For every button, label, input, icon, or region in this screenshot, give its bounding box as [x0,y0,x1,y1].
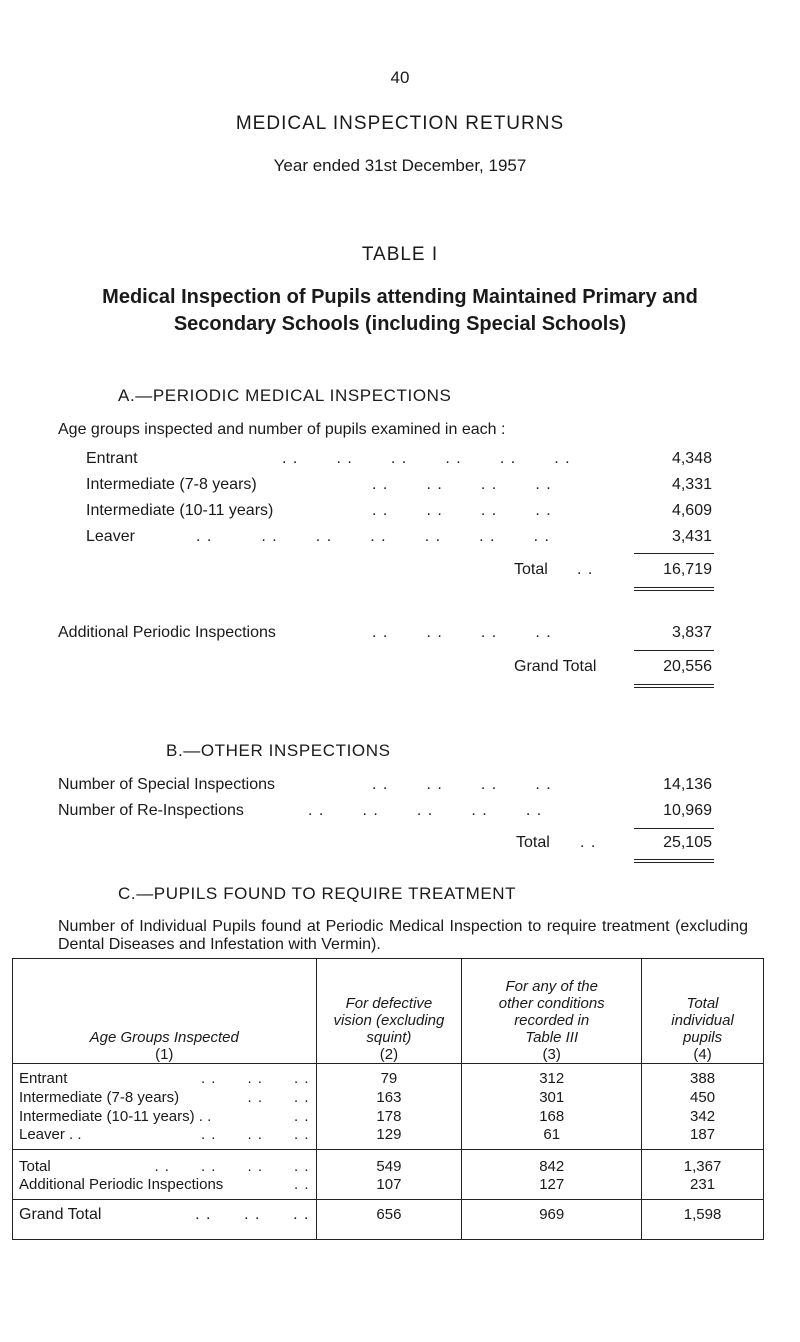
table-row [13,1064,764,1088]
cell: 388 [642,1064,764,1088]
cell: 79 [316,1064,462,1088]
row-label: Intermediate (7-8 years) [86,476,257,493]
row-label: Additional Periodic Inspections [58,624,276,641]
leader-dots: . . [293,1175,310,1193]
heading-line-2: Secondary Schools (including Special Schools) [173,313,627,335]
leader-dots: . . . . . . . . . . [308,802,543,819]
section-a-row [86,528,712,550]
cell: 231 [642,1176,764,1200]
col-header-age-groups: Age Groups Inspected (1) [13,959,317,1064]
leader-dots: . . . . . . . . . . . . [282,450,571,467]
total-double-rule [634,859,714,863]
row-label: Intermediate (7-8 years) [19,1088,180,1106]
leader-dots: . . . . . . . . [372,476,552,493]
row-label: Leaver [86,528,135,545]
page-subtitle: Year ended 31st December, 1957 [273,156,527,175]
cell: 450 [642,1088,764,1107]
cell: 178 [316,1107,462,1126]
leader-dots: . . . . . . [195,1206,310,1223]
cell: 301 [462,1088,642,1107]
section-b-row [58,776,712,798]
cell: 1,367 [642,1150,764,1176]
row-label: Total [19,1158,51,1176]
row-label: Entrant [86,450,138,467]
col-header-other-conditions: For any of the other conditions recorded in Table III (3) [462,959,642,1064]
cell: 163 [316,1088,462,1107]
row-label: Number of Special Inspections [58,776,275,793]
cell: 969 [462,1200,642,1240]
cell: 129 [316,1126,462,1150]
leader-dots: . . . . [247,1088,310,1106]
cell: 342 [642,1107,764,1126]
table-header-row [13,959,764,1064]
leader-dots: . . . . . . . . [372,624,552,641]
cell: 312 [462,1064,642,1088]
table-label: TABLE I [361,244,439,265]
section-a-row [86,450,712,472]
additional-periodic-row [58,624,712,646]
section-c-title: C.—PUPILS FOUND TO REQUIRE TREATMENT [118,884,517,903]
leader-dots: . . . . . . [200,1125,310,1143]
cell: 842 [462,1150,642,1176]
section-a-total-label: Total [514,561,548,578]
total-double-rule [634,684,714,688]
row-label: Number of Re-Inspections [58,802,244,819]
leader-dots: . . [577,561,594,578]
cell: 187 [642,1126,764,1150]
row-value: 3,837 [671,624,712,641]
row-value: 3,431 [671,528,712,545]
leader-dots: . . . . . . . . [154,1158,310,1175]
leader-dots: . . [293,1107,310,1125]
section-c-paragraph: Number of Individual Pupils found at Periodic Medical Inspection to require treatment (excluding Dental Diseases and Infestation with Vermin). [58,918,748,953]
section-b-total-value: 25,105 [663,834,712,851]
leader-dots: . . . . . . . . [372,502,552,519]
cell: 107 [316,1176,462,1200]
row-value: 4,609 [671,502,712,519]
leader-dots: . . . . . . [200,1070,310,1088]
sum-rule [634,553,714,554]
sum-rule [634,828,714,829]
table-row-grand-total [13,1200,764,1240]
table-row [13,1176,764,1200]
grand-total-value: 20,556 [663,658,712,675]
table-row [13,1107,764,1126]
section-b-row [58,802,712,824]
section-a-intro: Age groups inspected and number of pupils examined in each : [58,421,506,438]
cell: 127 [462,1176,642,1200]
section-b-title: B.—OTHER INSPECTIONS [166,741,391,760]
section-b-total-label: Total [516,834,550,851]
row-value: 14,136 [663,776,712,793]
page-number: 40 [390,68,410,87]
page-title: MEDICAL INSPECTION RETURNS [235,113,565,134]
section-a-row [86,476,712,498]
table-row [13,1088,764,1107]
cell: 168 [462,1107,642,1126]
cell: 549 [316,1150,462,1176]
row-label: Intermediate (10-11 years) [86,502,274,519]
row-label: Intermediate (10-11 years) . . [19,1107,212,1125]
cell: 656 [316,1200,462,1240]
row-label: Additional Periodic Inspections [19,1175,224,1193]
row-value: 4,348 [671,450,712,467]
cell: 61 [462,1126,642,1150]
col-header-defective-vision: For defective vision (excluding squint) (2) [316,959,462,1064]
cell: 1,598 [642,1200,764,1240]
section-a-title: A.—PERIODIC MEDICAL INSPECTIONS [118,386,452,405]
row-value: 4,331 [671,476,712,493]
section-a-total-value: 16,719 [663,561,712,578]
heading-line-1: Medical Inspection of Pupils attending Maintained Primary and [102,286,698,308]
total-double-rule [634,587,714,591]
leader-dots: . . [580,834,597,851]
col-header-total-pupils: Total individual pupils (4) [642,959,764,1064]
table-row [13,1126,764,1150]
row-label: Grand Total [19,1206,102,1223]
table-row-total [13,1150,764,1176]
grand-total-label: Grand Total [514,658,597,675]
sum-rule [634,650,714,651]
treatment-table [12,958,764,1240]
row-label: Entrant [19,1070,68,1088]
leader-dots: . . . . . . . . . . . . . . [196,528,550,545]
row-value: 10,969 [663,802,712,819]
leader-dots: . . . . . . . . [372,776,552,793]
section-a-row [86,502,712,524]
row-label: Leaver . . [19,1125,82,1143]
